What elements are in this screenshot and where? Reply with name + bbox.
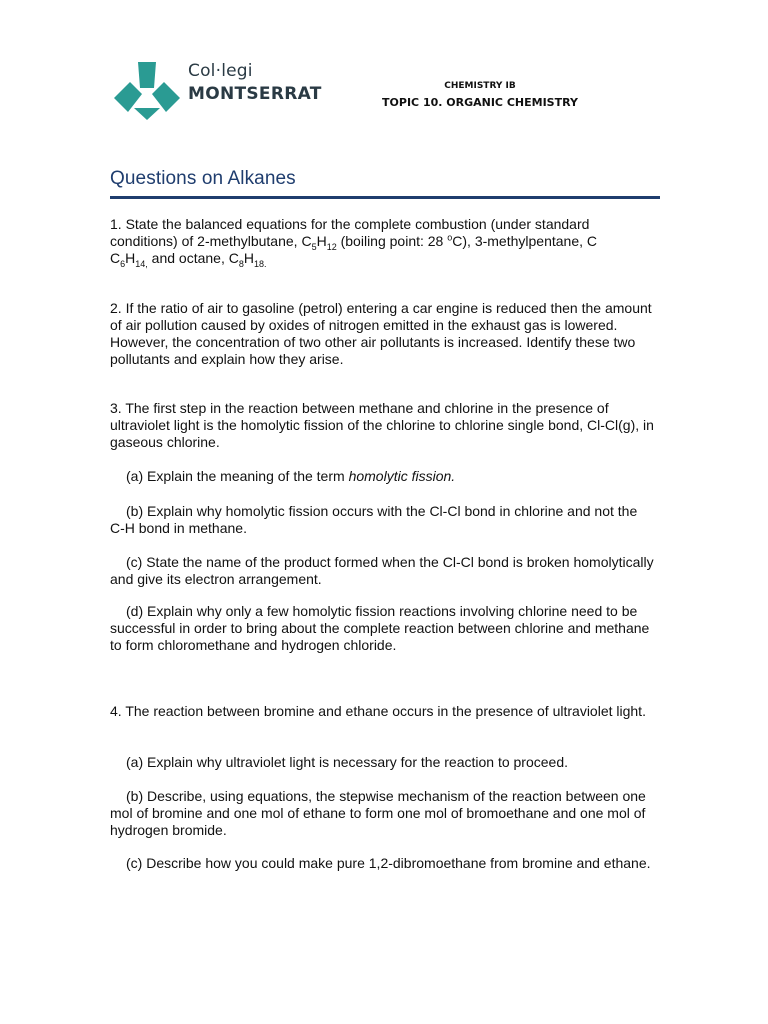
- page-title: Questions on Alkanes: [110, 168, 296, 189]
- question-3d: (d) Explain why only a few homolytic fission reactions involving chlorine need to be successful in order to bring about the complete reaction between chlorine and methane to form chloromethane and hydrogen chloride.: [110, 603, 650, 653]
- question-4b: (b) Describe, using equations, the stepwise mechanism of the reaction between one mol of bromine and one mol of ethane to form one mol of bromoethane and one mol of hydrogen bromide.: [110, 788, 646, 838]
- title-divider: [110, 196, 660, 199]
- question-3b: (b) Explain why homolytic fission occurs with the Cl-Cl bond in chlorine and not the C-H bond in methane.: [110, 503, 638, 536]
- document-header: [330, 82, 630, 108]
- question-2: 2. If the ratio of air to gasoline (petrol) entering a car engine is reduced then the amount of air pollution caused by oxides of nitrogen emitted in the exhaust gas is lowered. However, the concentration of two other air pollutants is increased. Identify these two pollutants and explain how they arise.: [110, 300, 652, 367]
- topic-label: TOPIC 10. ORGANIC CHEMISTRY: [382, 96, 578, 109]
- school-name-line2: MONTSERRAT: [188, 84, 322, 104]
- question-4a: (a) Explain why ultraviolet light is necessary for the reaction to proceed.: [126, 754, 568, 770]
- question-3-intro: 3. The first step in the reaction between methane and chlorine in the presence of ultraviolet light is the homolytic fission of the chlorine to chlorine single bond, Cl-Cl(g), in gaseous chlorine.: [110, 400, 654, 450]
- school-name-line1: Col·legi: [188, 61, 253, 81]
- school-name: [188, 63, 322, 103]
- question-3c: (c) State the name of the product formed when the Cl-Cl bond is broken homolytically and give its electron arrangement.: [110, 554, 654, 587]
- school-logo-icon: [112, 60, 182, 120]
- term-homolytic-fission: homolytic fission.: [348, 468, 456, 484]
- question-4c: (c) Describe how you could make pure 1,2-dibromoethane from bromine and ethane.: [126, 855, 651, 871]
- question-1: 1. State the balanced equations for the complete combustion (under standard conditions) of 2-methylbutane, $C_5H_{12}$ (boiling point: 28 $^o$C), 3-methylpentane, C $C_6H_{14,}$ and octane, $C_8H_{18.}$: [110, 216, 597, 269]
- question-4-intro: 4. The reaction between bromine and ethane occurs in the presence of ultraviolet light.: [110, 703, 646, 719]
- question-3a: (a) Explain the meaning of the term homolytic fission.: [126, 468, 456, 484]
- subject-label: CHEMISTRY IB: [444, 81, 516, 91]
